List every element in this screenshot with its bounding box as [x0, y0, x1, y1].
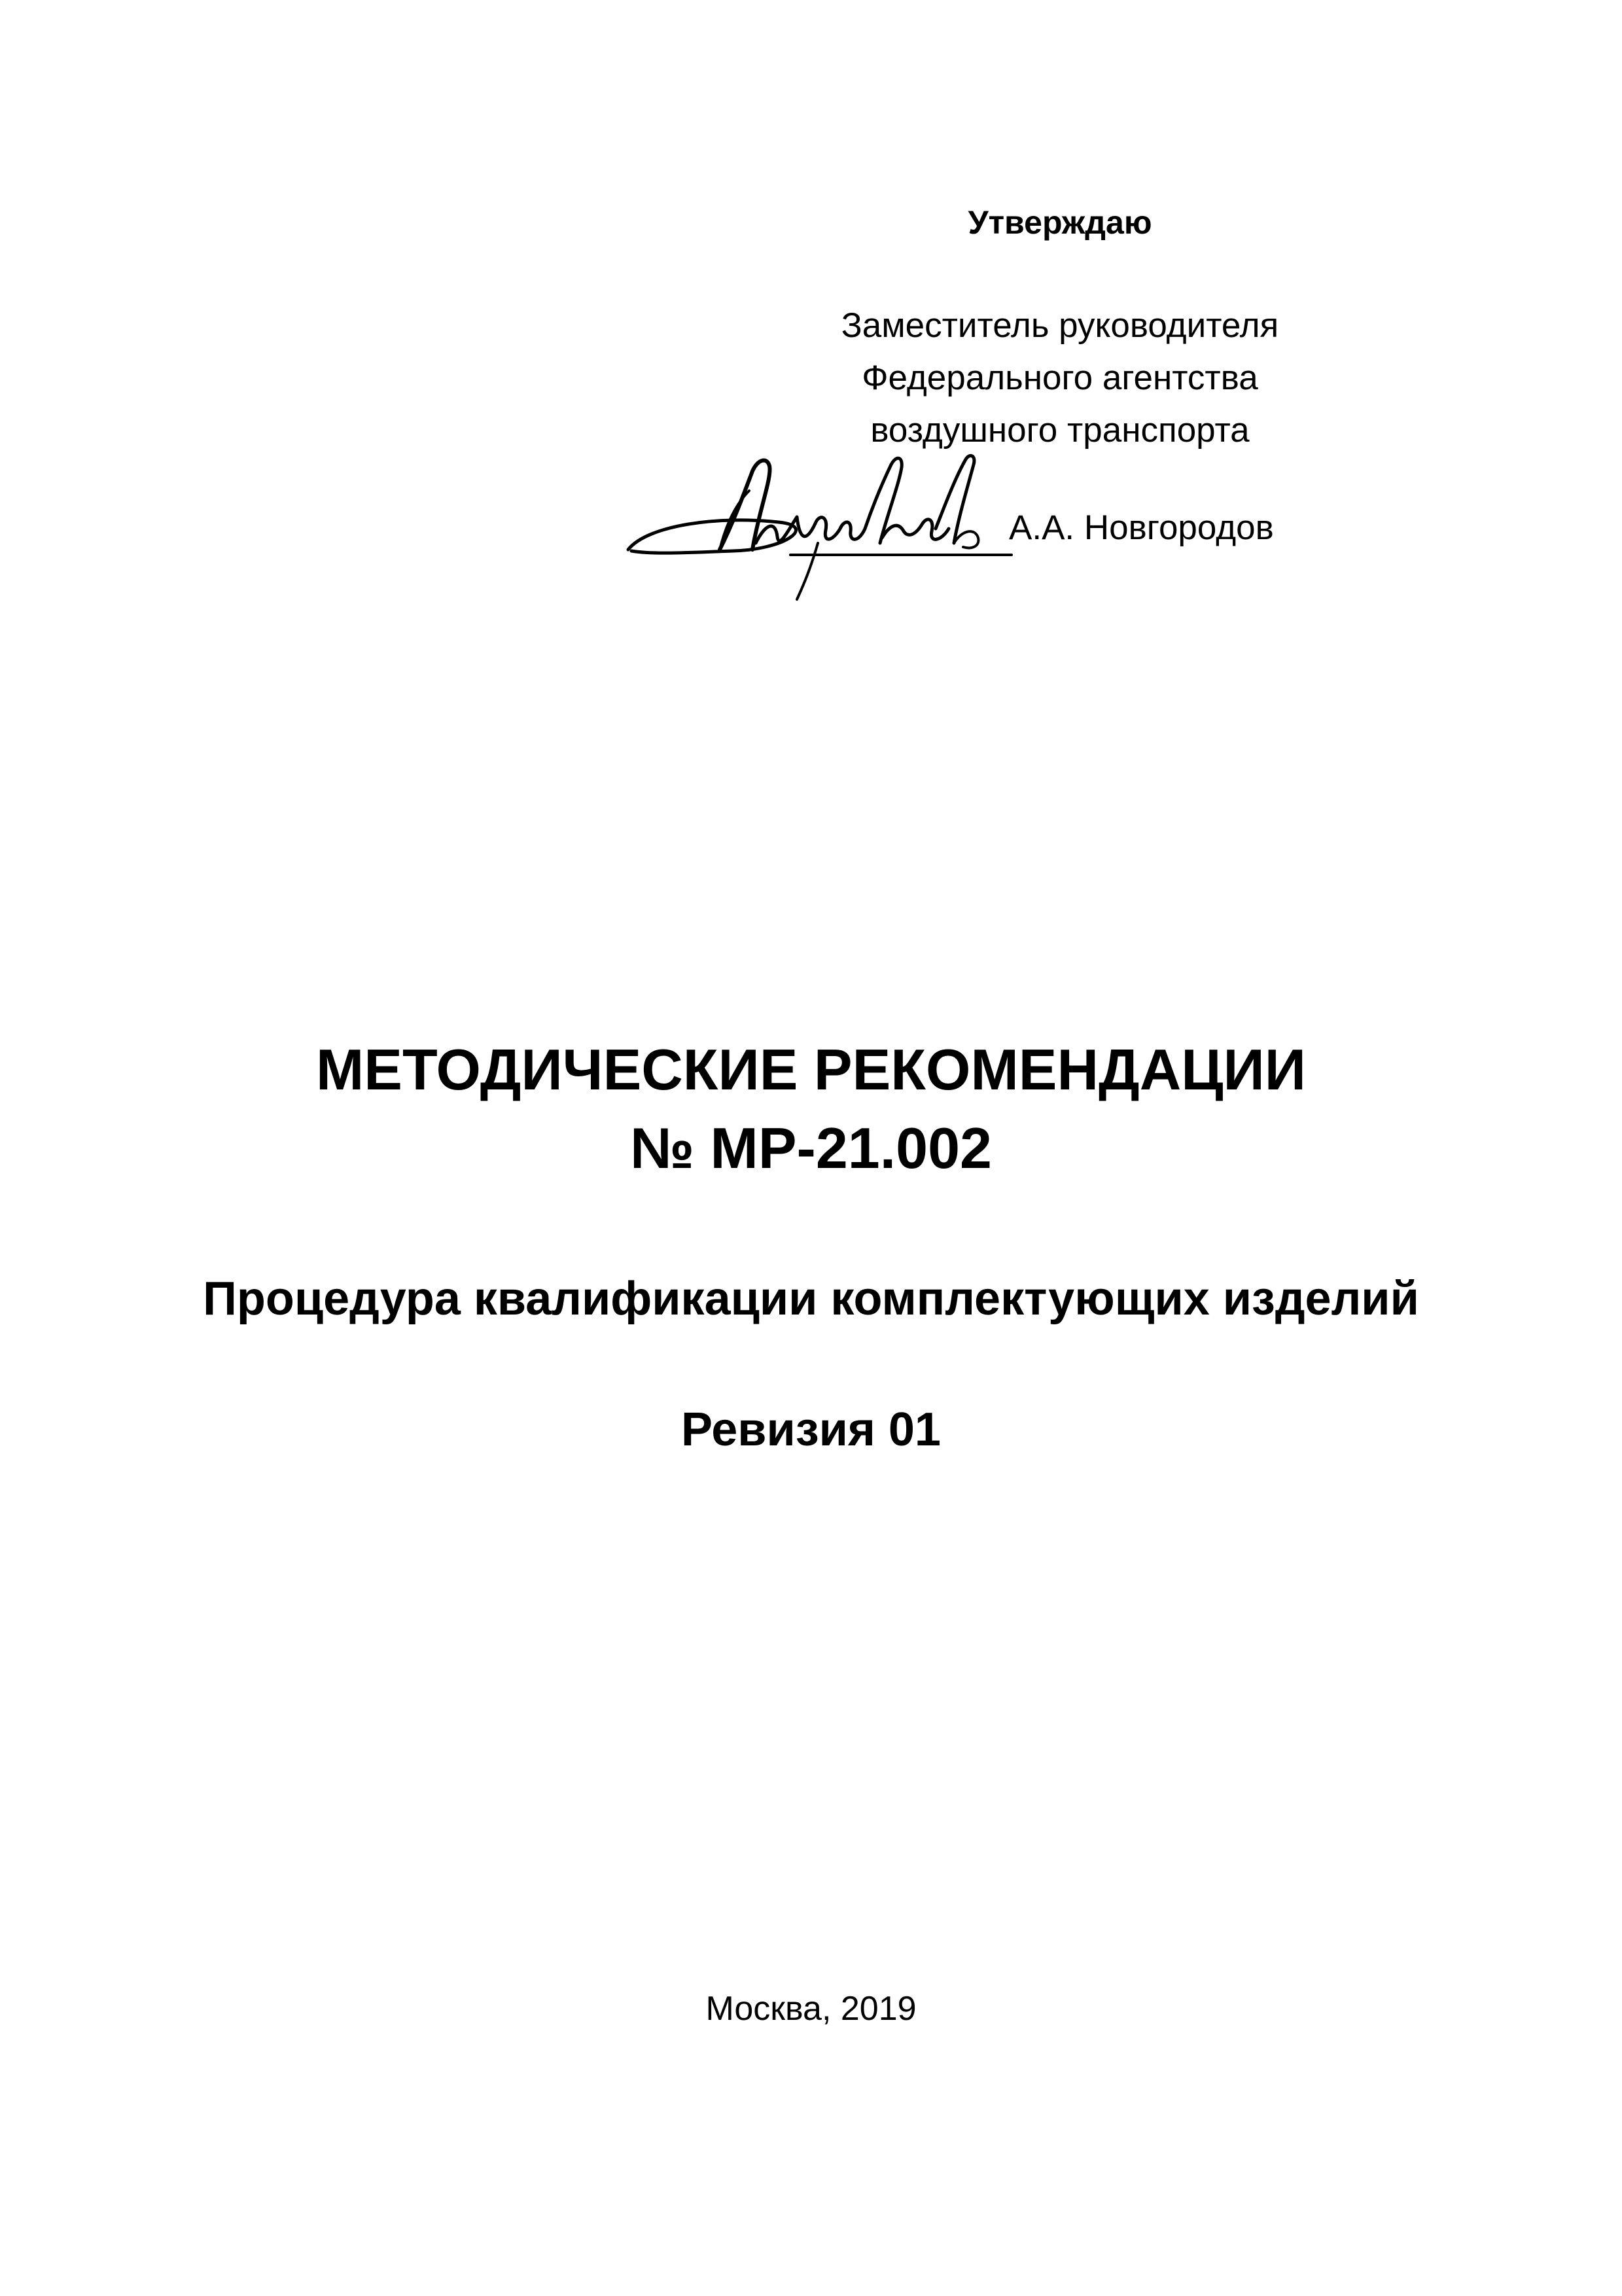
signature-row [622, 451, 1374, 602]
approver-position-line-2: Федерального агентства [862, 359, 1258, 397]
document-number: № МР-21.002 [629, 1116, 992, 1180]
document-subject: Процедура квалификации комплектующих изделий [203, 1273, 1419, 1325]
approver-position-line-3: воздушного транспорта [870, 411, 1250, 450]
place-and-year: Москва, 2019 [705, 1990, 917, 2028]
signature-icon [622, 451, 1014, 602]
approval-heading: Утверждаю [968, 204, 1152, 241]
approver-position-line-1: Заместитель руководителя [841, 306, 1279, 345]
approval-block [772, 196, 1348, 457]
document-revision: Ревизия 01 [681, 1404, 941, 1456]
signatory-name: А.А. Новгородов [1009, 508, 1274, 547]
approver-position [772, 300, 1348, 457]
document-title: МЕТОДИЧЕСКИЕ РЕКОМЕНДАЦИИ [315, 1037, 1307, 1102]
